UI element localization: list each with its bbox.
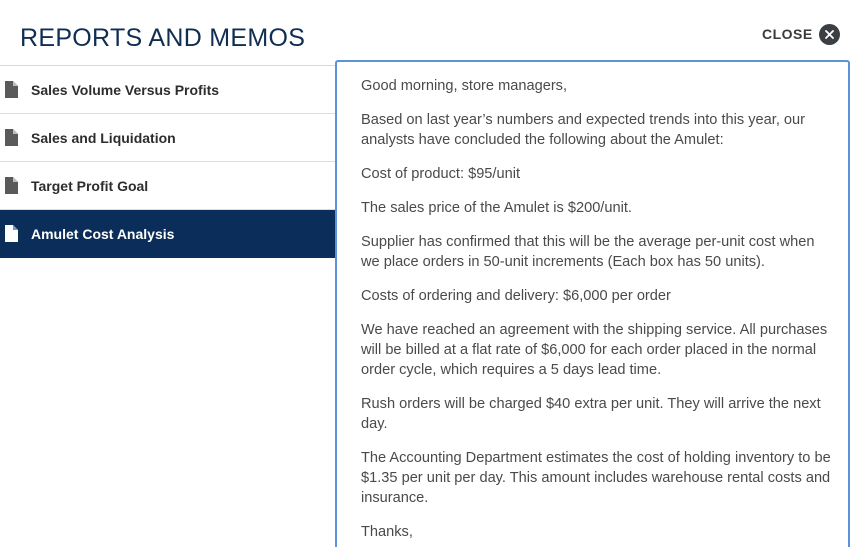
memo-content-panel[interactable] bbox=[335, 60, 850, 547]
memo-list bbox=[0, 65, 338, 258]
document-icon bbox=[5, 81, 18, 98]
document-icon bbox=[5, 177, 18, 194]
memo-paragraph: We have reached an agreement with the shipping service. All purchases will be billed at a flat rate of $6,000 for each order placed in the normal order cycle, which requires a 5 days lead time. bbox=[361, 322, 828, 378]
memo-paragraph: The Accounting Department estimates the cost of holding inventory to be $1.35 per unit per day. This amount includes warehouse rental costs and insurance. bbox=[361, 450, 831, 506]
memo-body bbox=[361, 76, 833, 547]
document-icon bbox=[5, 129, 18, 146]
sidebar-item-label: Sales and Liquidation bbox=[31, 129, 176, 146]
sidebar-item-label: Sales Volume Versus Profits bbox=[31, 81, 220, 98]
memo-paragraph: Supplier has confirmed that this will be the average per-unit cost when we place orders in 50-unit increments (Each box has 50 units). bbox=[361, 234, 815, 270]
memo-paragraph: Costs of ordering and delivery: $6,000 per order bbox=[361, 288, 671, 304]
memo-paragraph: Rush orders will be charged $40 extra per unit. They will arrive the next day. bbox=[361, 396, 821, 432]
memo-paragraph: Cost of product: $95/unit bbox=[361, 166, 521, 182]
sidebar-item-amulet-cost-analysis[interactable] bbox=[0, 210, 338, 258]
close-button[interactable] bbox=[762, 23, 840, 45]
sidebar-item-sales-and-liquidation[interactable] bbox=[0, 114, 338, 162]
close-icon bbox=[819, 24, 840, 45]
memo-paragraph: Based on last year’s numbers and expected trends into this year, our analysts have concluded the following about the Amulet: bbox=[361, 112, 806, 148]
page-title: REPORTS AND MEMOS bbox=[20, 24, 306, 52]
sidebar-item-sales-volume-versus-profits[interactable] bbox=[0, 66, 338, 114]
document-icon bbox=[5, 225, 18, 242]
memo-paragraph: The sales price of the Amulet is $200/unit. bbox=[361, 200, 632, 216]
memo-paragraph: Thanks, bbox=[361, 524, 413, 540]
close-label: CLOSE bbox=[762, 26, 813, 42]
memo-paragraph: Good morning, store managers, bbox=[361, 78, 568, 94]
sidebar-item-label: Amulet Cost Analysis bbox=[31, 225, 175, 242]
sidebar-item-label: Target Profit Goal bbox=[31, 177, 149, 194]
sidebar-item-target-profit-goal[interactable] bbox=[0, 162, 338, 210]
